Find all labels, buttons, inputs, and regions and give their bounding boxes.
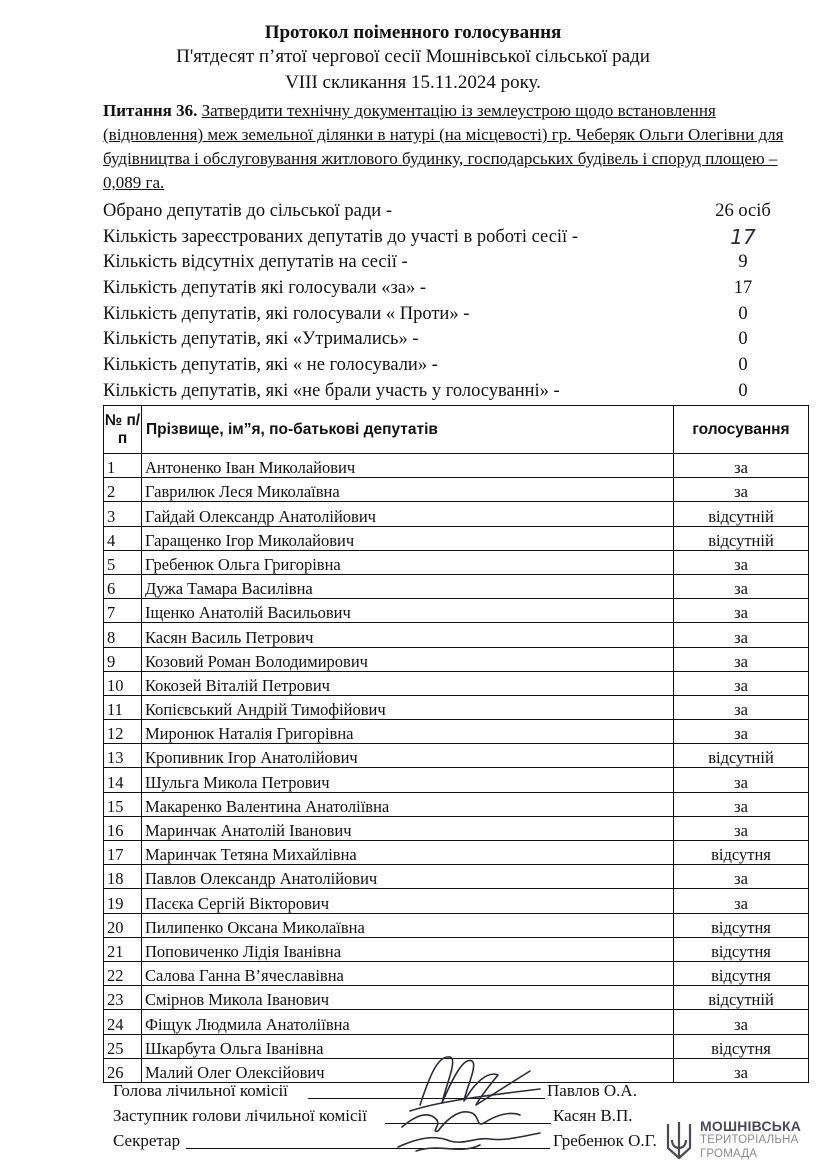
stat-label: Кількість зареєстрованих депутатів до участі в роботі сесії - [103, 226, 578, 247]
row-number: 20 [104, 913, 142, 937]
stat-for [103, 276, 793, 302]
vote-result: за [674, 574, 809, 598]
stat-value: 0 [738, 329, 748, 350]
table-row [104, 599, 809, 623]
header-number: № п/п [104, 406, 142, 454]
vote-result: за [674, 695, 809, 719]
vote-result: за [674, 889, 809, 913]
vote-result: за [674, 720, 809, 744]
table-row [104, 937, 809, 961]
row-number: 6 [104, 574, 142, 598]
vote-result: відсутній [674, 526, 809, 550]
table-body [104, 454, 809, 1083]
deputy-name: Миронюк Наталія Григорівна [142, 720, 674, 744]
table-row [104, 961, 809, 985]
question-text: Затвердити технічну документацію із землеустрою щодо встановлення (відновлення) меж земельної ділянки в натурі (на місцевості) гр. Чеберяк Ольги Олегівни для будівництва і обслуговування житлового будинку, господарських будівель і споруд площею – 0,089 га. [103, 101, 784, 192]
deputy-name: Павлов Олександр Анатолійович [142, 865, 674, 889]
stat-abstained [103, 327, 793, 353]
deputy-name: Макаренко Валентина Анатоліївна [142, 792, 674, 816]
vote-result: відсутній [674, 502, 809, 526]
deputy-name: Поповиченко Лідія Іванівна [142, 937, 674, 961]
table-row [104, 454, 809, 478]
document-title: Протокол поіменного голосування [264, 22, 562, 43]
stat-value: 0 [738, 355, 748, 376]
table-row [104, 913, 809, 937]
vote-result: відсутня [674, 1034, 809, 1058]
table-row [104, 695, 809, 719]
vote-result: відсутня [674, 961, 809, 985]
stat-label: Кількість відсутніх депутатів на сесії - [103, 252, 408, 273]
row-number: 15 [104, 792, 142, 816]
stat-against [103, 302, 793, 328]
vote-result: відсутня [674, 841, 809, 865]
stat-value: 26 осіб [715, 201, 771, 221]
stat-label: Кількість депутатів, які «не брали участь у голосуванні» - [103, 380, 560, 401]
deputy-name: Маринчак Анатолій Іванович [142, 816, 674, 840]
vote-result: за [674, 816, 809, 840]
deputy-name: Маринчак Тетяна Михайлівна [142, 841, 674, 865]
deputy-name: Копієвський Андрій Тимофійович [142, 695, 674, 719]
deputy-name: Гайдай Олександр Анатолійович [142, 502, 674, 526]
stat-label: Обрано депутатів до сільської ради - [103, 201, 392, 221]
stat-registered [103, 225, 793, 251]
table-row [104, 623, 809, 647]
row-number: 7 [104, 599, 142, 623]
deputy-name: Козовий Роман Володимирович [142, 647, 674, 671]
deputy-name: Гребенюк Ольга Григорівна [142, 550, 674, 574]
stat-label: Кількість депутатів, які «Утримались» - [103, 329, 419, 350]
signature-role: Заступник голови лічильної комісії [113, 1106, 368, 1125]
row-number: 23 [104, 986, 142, 1010]
question-block [103, 99, 793, 195]
stats-list [103, 199, 793, 405]
row-number: 14 [104, 768, 142, 792]
deputy-name: Фіщук Людмила Анатоліївна [142, 1010, 674, 1034]
table-row [104, 720, 809, 744]
row-number: 12 [104, 720, 142, 744]
logo-line-2: ТЕРИТОРІАЛЬНА [700, 1134, 799, 1146]
row-number: 3 [104, 502, 142, 526]
stat-value: 0 [738, 380, 748, 401]
row-number: 21 [104, 937, 142, 961]
deputy-name: Касян Василь Петрович [142, 623, 674, 647]
vote-result: за [674, 647, 809, 671]
signature-name: Гребенюк О.Г. [553, 1131, 657, 1150]
question-label: Питання 36. [103, 101, 198, 120]
signature-name: Павлов О.А. [547, 1081, 637, 1100]
stat-elected [103, 199, 793, 225]
row-number: 17 [104, 841, 142, 865]
vote-result: за [674, 865, 809, 889]
deputy-name: Іщенко Анатолій Васильович [142, 599, 674, 623]
vote-result: відсутній [674, 744, 809, 768]
row-number: 19 [104, 889, 142, 913]
table-row [104, 792, 809, 816]
voting-table [103, 405, 809, 1083]
deputy-name: Гаврилюк Леся Миколаївна [142, 478, 674, 502]
row-number: 9 [104, 647, 142, 671]
deputy-name: Пилипенко Оксана Миколаївна [142, 913, 674, 937]
signature-role: Голова лічильної комісії [113, 1081, 288, 1100]
row-number: 2 [104, 478, 142, 502]
table-row [104, 744, 809, 768]
stat-not-voted [103, 353, 793, 379]
table-row [104, 1010, 809, 1034]
deputy-name: Шульга Микола Петрович [142, 768, 674, 792]
table-row [104, 574, 809, 598]
table-row [104, 889, 809, 913]
stat-value: 17 [733, 278, 753, 299]
deputy-name: Пасєка Сергій Вікторович [142, 889, 674, 913]
stat-value-handwritten: 17 [730, 224, 756, 249]
table-row [104, 671, 809, 695]
row-number: 13 [104, 744, 142, 768]
stat-label: Кількість депутатів, які голосували « Проти» - [103, 303, 470, 324]
vote-result: за [674, 550, 809, 574]
deputy-name: Шкарбута Ольга Іванівна [142, 1034, 674, 1058]
row-number: 5 [104, 550, 142, 574]
vote-result: за [674, 1058, 809, 1082]
logo-line-3: ГРОМАДА [700, 1148, 758, 1160]
community-logo [664, 1118, 814, 1164]
vote-result: за [674, 768, 809, 792]
vote-result: за [674, 623, 809, 647]
trident-icon [664, 1118, 694, 1164]
table-row [104, 478, 809, 502]
row-number: 25 [104, 1034, 142, 1058]
vote-result: відсутня [674, 913, 809, 937]
table-row [104, 768, 809, 792]
row-number: 26 [104, 1058, 142, 1082]
deputy-name: Смірнов Микола Іванович [142, 986, 674, 1010]
vote-result: за [674, 1010, 809, 1034]
logo-line-1: МОШНІВСЬКА [700, 1118, 802, 1134]
row-number: 22 [104, 961, 142, 985]
vote-result: за [674, 792, 809, 816]
row-number: 4 [104, 526, 142, 550]
stat-label: Кількість депутатів які голосували «за» - [103, 278, 427, 299]
table-row [104, 816, 809, 840]
deputy-name: Кропивник Ігор Анатолійович [142, 744, 674, 768]
deputy-name: Антоненко Іван Миколайович [142, 454, 674, 478]
row-number: 11 [104, 695, 142, 719]
deputy-name: Гаращенко Ігор Миколайович [142, 526, 674, 550]
stat-value: 9 [738, 252, 748, 273]
row-number: 8 [104, 623, 142, 647]
vote-result: за [674, 478, 809, 502]
table-header-row [104, 406, 809, 454]
row-number: 24 [104, 1010, 142, 1034]
handwritten-signatures-icon [380, 1045, 560, 1160]
header-vote: голосування [674, 406, 809, 454]
header-name: Прізвище, ім”я, по-батькові депутатів [142, 406, 674, 454]
vote-result: за [674, 599, 809, 623]
deputy-name: Дужа Тамара Василівна [142, 574, 674, 598]
table-row [104, 647, 809, 671]
table-row [104, 865, 809, 889]
convocation-line: VIII скликання 15.11.2024 року. [285, 72, 541, 93]
vote-result: відсутній [674, 986, 809, 1010]
table-row [104, 550, 809, 574]
stat-not-participated [103, 379, 793, 405]
session-line: П'ятдесят п’ятої чергової сесії Мошнівської сільської ради [176, 46, 650, 67]
signature-role: Секретар [113, 1131, 181, 1150]
row-number: 10 [104, 671, 142, 695]
table-row [104, 526, 809, 550]
row-number: 18 [104, 865, 142, 889]
stat-absent [103, 250, 793, 276]
deputy-name: Малий Олег Олексійович [142, 1058, 674, 1082]
signature-name: Касян В.П. [553, 1106, 633, 1125]
row-number: 1 [104, 454, 142, 478]
row-number: 16 [104, 816, 142, 840]
deputy-name: Салова Ганна В’ячеславівна [142, 961, 674, 985]
deputy-name: Кокозей Віталій Петрович [142, 671, 674, 695]
vote-result: за [674, 671, 809, 695]
table-row [104, 502, 809, 526]
vote-result: відсутня [674, 937, 809, 961]
stat-label: Кількість депутатів, які « не голосували» - [103, 355, 438, 376]
table-row [104, 986, 809, 1010]
stat-value: 0 [738, 303, 748, 324]
vote-result: за [674, 454, 809, 478]
table-row [104, 841, 809, 865]
